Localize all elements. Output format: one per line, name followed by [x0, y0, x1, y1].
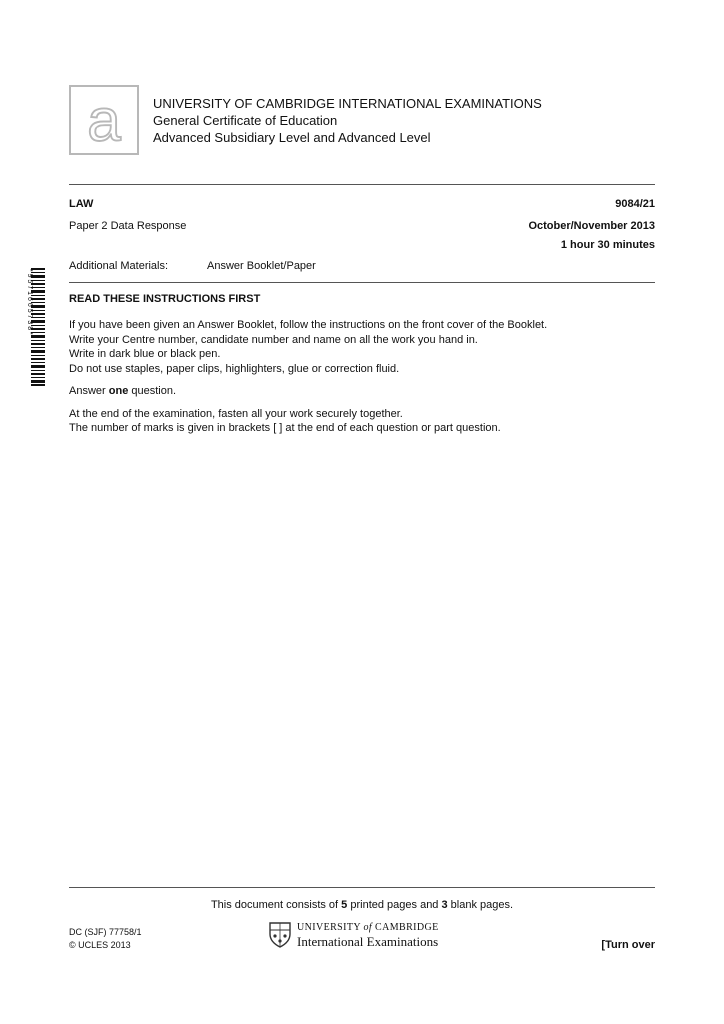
cie-logo: [69, 85, 139, 155]
brand-university: UNIVERSITY: [297, 922, 364, 933]
barcode-graphic: [22, 268, 46, 386]
paper-code: 9084/21: [615, 198, 655, 210]
instruction-line: Write in dark blue or black pen.: [69, 348, 221, 360]
page-count-note: [0, 898, 724, 912]
printed-count: 5: [341, 899, 348, 911]
instruction-line: If you have been given an Answer Booklet, follow the instructions on the front cover of the Booklet.: [69, 319, 548, 331]
brand-of: of: [363, 922, 373, 933]
reference-code: DC (SJF) 77758/1: [69, 927, 142, 937]
end-instruction-line: At the end of the examination, fasten all your work securely together.: [69, 407, 403, 420]
certificate-name: General Certificate of Education: [153, 113, 338, 128]
subject: LAW: [69, 198, 94, 210]
answer-count: one: [108, 385, 129, 397]
answer-post: question.: [128, 385, 177, 397]
answer-instruction: [69, 384, 659, 399]
materials-value: Answer Booklet/Paper: [207, 260, 316, 272]
logo-a-mark: [71, 87, 137, 153]
answer-pre: Answer: [69, 385, 109, 397]
brand-cambridge: CAMBRIDGE: [372, 922, 439, 933]
barcode-number: * 9 5 7 1 6 6 5 7 3 8 *: [26, 269, 33, 335]
brand-line-1: [297, 922, 439, 933]
org-name: UNIVERSITY OF CAMBRIDGE INTERNATIONAL EXAMINATIONS: [153, 96, 542, 111]
brand-line-2: International Examinations: [297, 934, 439, 949]
instructions-heading: READ THESE INSTRUCTIONS FIRST: [69, 293, 261, 305]
paper-title: Paper 2 Data Response: [69, 220, 187, 232]
instructions-block: [69, 318, 659, 436]
materials-label: Additional Materials:: [69, 260, 169, 272]
instructions-divider: [69, 282, 655, 283]
svg-text:a: a: [87, 87, 121, 153]
cambridge-crest-icon: [268, 922, 292, 948]
count-post: blank pages.: [447, 899, 514, 911]
barcode: [22, 268, 46, 386]
count-pre: This document consists of: [210, 899, 342, 911]
level-name: Advanced Subsidiary Level and Advanced Level: [153, 130, 431, 145]
instruction-line: Do not use staples, paper clips, highlighters, glue or correction fluid.: [69, 362, 400, 375]
count-mid: printed pages and: [347, 899, 442, 911]
end-instruction-line: The number of marks is given in brackets [ ] at the end of each question or part question.: [69, 422, 501, 434]
exam-session: October/November 2013: [528, 220, 655, 232]
instruction-line: Write your Centre number, candidate number and name on all the work you hand in.: [69, 333, 478, 346]
footer-divider: [69, 887, 655, 888]
blank-count: 3: [441, 899, 448, 911]
top-divider: [69, 184, 655, 185]
turn-over: [Turn over: [601, 939, 655, 951]
exam-duration: 1 hour 30 minutes: [560, 239, 655, 251]
copyright: © UCLES 2013: [69, 940, 131, 950]
